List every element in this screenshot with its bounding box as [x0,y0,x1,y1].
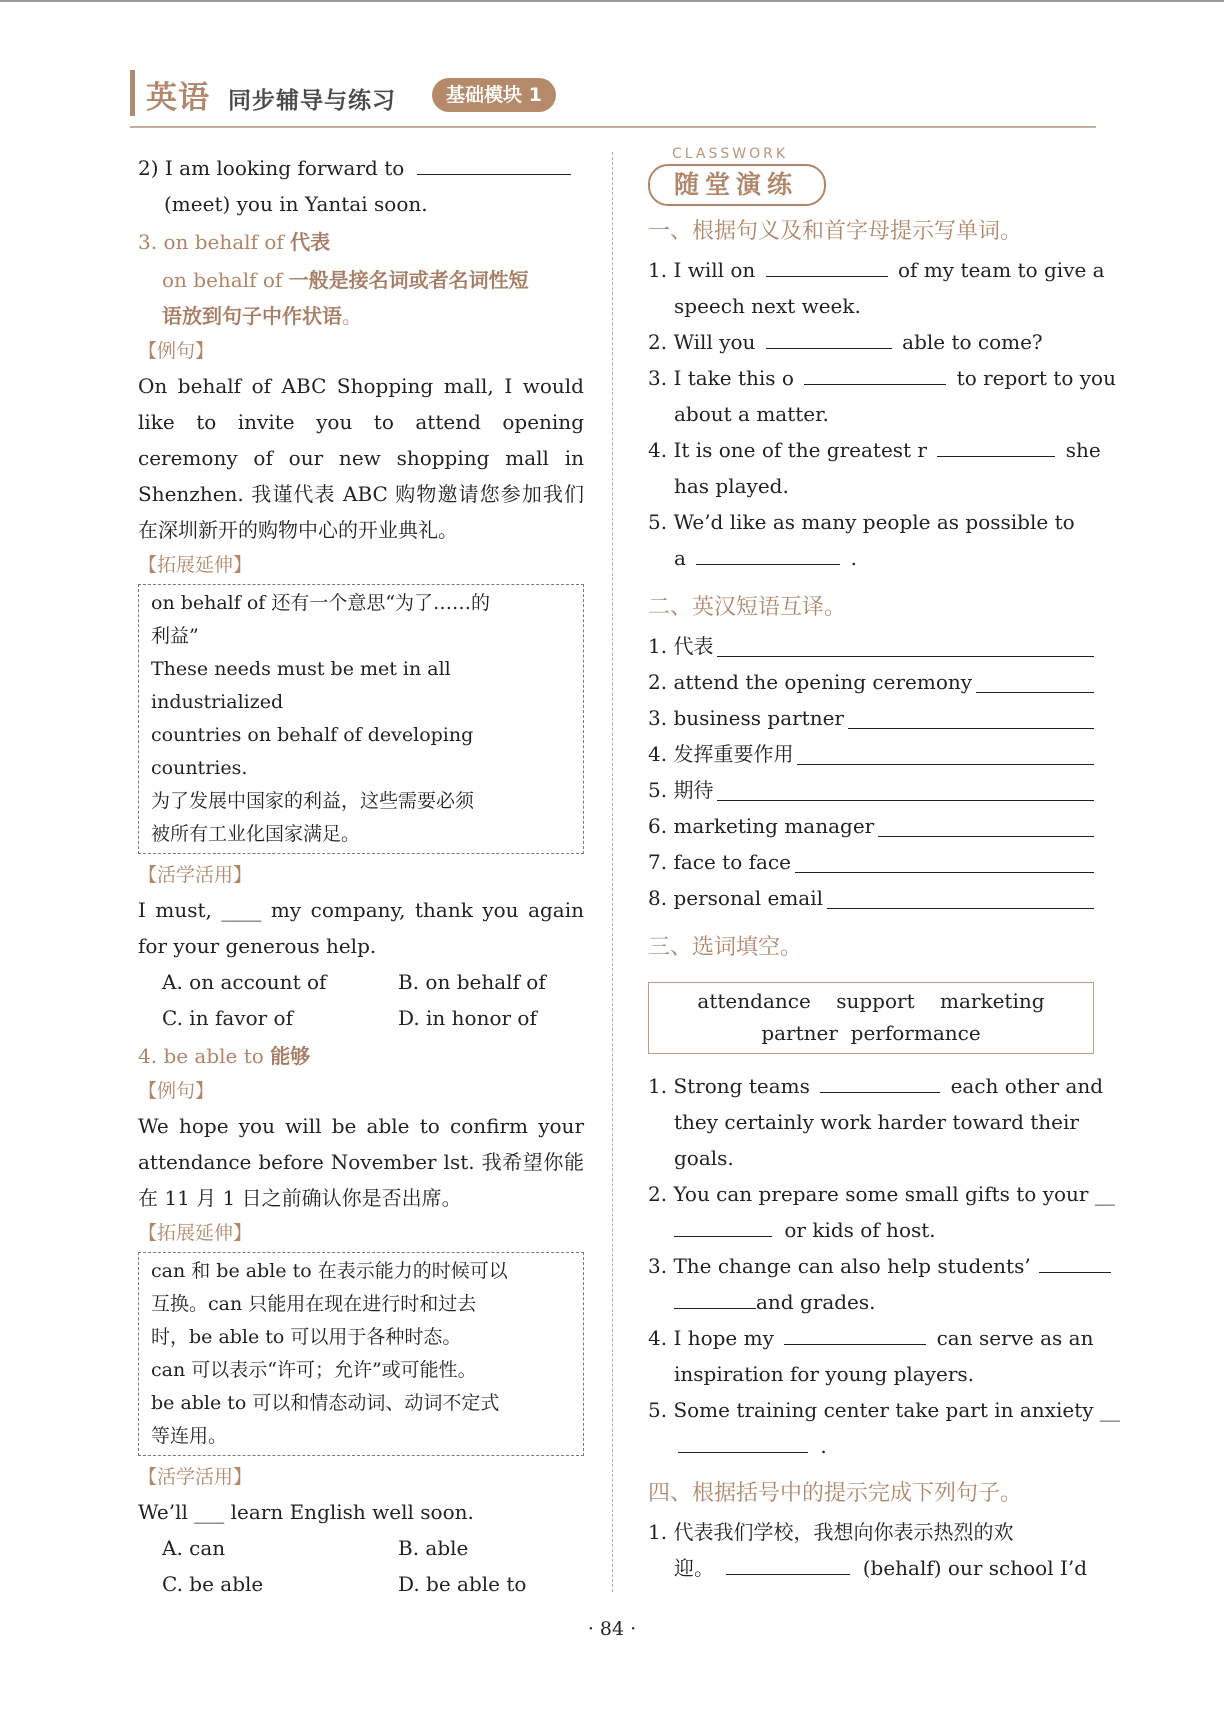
text-line [138,150,584,186]
question-line [648,1212,1094,1248]
header-badge: 基础模块 1 [432,78,556,112]
question-line [648,252,1105,288]
word-bank-line: partner performance [761,1021,981,1045]
answer-blank[interactable] [797,744,1094,765]
question-line: inspiration for young players. [674,1362,974,1386]
phrase: 2. attend the opening ceremony [648,670,973,694]
translation-row [648,664,1094,700]
header-title: 英语 [146,80,210,116]
word-bank-line: attendance support marketing [697,989,1045,1013]
extend-label: 【拓展延伸】 [138,554,253,576]
question-text: 2. Will you [648,330,756,354]
question-line [648,324,1094,360]
question-text: she [1065,438,1101,462]
phrase: 8. personal email [648,886,824,910]
box-line: be able to 可以和情态动词、动词不定式 [151,1392,500,1414]
classwork-badge [648,146,1094,212]
question-line: goals. [674,1146,734,1170]
option-c[interactable]: C. in favor of [162,1006,293,1030]
sentence-start: 2) I am looking forward to [138,156,405,180]
answer-blank[interactable] [827,888,1094,909]
box-line: 等连用。 [151,1425,228,1447]
answer-blank[interactable] [674,1216,772,1237]
question-text: 4. I hope my [648,1326,774,1350]
phrase: 7. face to face [648,850,791,874]
practice-label: 【活学活用】 [138,864,253,886]
header-rule [130,126,1096,128]
box-line: can 可以表示“许可；允许”或可能性。 [151,1359,477,1381]
answer-blank[interactable] [804,364,946,385]
question-line: speech next week. [674,294,861,318]
note-en: on behalf of [162,268,289,292]
practice-question: I must, ____ my company, thank you again for your generous help. [138,898,584,958]
translation-row [648,808,1094,844]
box-line: on behalf of 还有一个意思“为了……的 [151,592,491,614]
option-row [138,964,584,1000]
page-number: · 84 · [587,1618,637,1640]
extend-label: 【拓展延伸】 [138,1222,253,1244]
box-line: countries on behalf of developing countries. [151,724,474,779]
heading-en: 4. be able to [138,1044,271,1068]
question-text: 3. I take this o [648,366,794,390]
question-text: . [820,1434,827,1458]
note-zh: 语放到句子中作状语 [162,304,342,328]
question-text: of my team to give a [898,258,1105,282]
translation-row [648,736,1094,772]
header-accent-bar [130,70,135,116]
question-line: 1. 代表我们学校，我想向你表示热烈的欢 [648,1520,1014,1544]
question-line [648,1320,1094,1356]
option-a[interactable]: A. can [162,1536,226,1560]
example-sentence: We hope you will be able to confirm your attendance before November lst. 我希望你能在 11 月 1 日之前确认你是否出席。 [138,1114,584,1210]
option-row [138,1566,584,1602]
item-heading [138,1038,584,1074]
question-text: and grades. [756,1290,876,1314]
answer-blank[interactable] [766,256,888,277]
practice-question: We’ll ___ learn English well soon. [138,1500,474,1524]
note-zh: 一般是接名词或者名词性短 [288,268,529,292]
answer-blank[interactable] [717,780,1094,801]
answer-blank[interactable] [937,436,1055,457]
option-c[interactable]: C. be able [162,1572,264,1596]
question-line [648,1428,1094,1464]
question-line [648,1068,1104,1104]
top-border [0,0,1224,2]
option-b[interactable]: B. on behalf of [398,970,546,994]
question-line: 5. We’d like as many people as possible to [648,510,1075,534]
translation-row [648,628,1094,664]
question-line [648,540,1094,576]
option-d[interactable]: D. be able to [398,1572,527,1596]
heading-zh: 能够 [270,1044,311,1068]
answer-blank[interactable] [820,1072,940,1093]
question-line: they certainly work harder toward their [674,1110,1079,1134]
example-sentence: On behalf of ABC Shopping mall, I would like to invite you to attend opening ceremony of our new shopping mall in Shenzhen. 我谨代表 ABC 购物邀请您参加我们在深圳新开的购物中心的开业典礼。 [138,374,584,542]
option-row [138,1000,584,1036]
answer-blank[interactable] [878,816,1094,837]
box-line: 利益” [151,625,199,647]
left-column [138,150,584,1602]
heading-zh: 代表 [290,230,331,254]
extension-box [138,1252,584,1456]
classwork-label-zh: 随堂演练 [648,164,826,206]
translation-row [648,844,1094,880]
classwork-label-en: CLASSWORK [672,146,789,162]
heading-en: 3. on behalf of [138,230,291,254]
translation-row [648,700,1094,736]
answer-blank[interactable] [678,1432,808,1453]
question-text: a [674,546,686,570]
box-line: 为了发展中国家的利益，这些需要必须 [151,790,475,812]
box-line: can 和 be able to 在表示能力的时候可以 [151,1260,508,1282]
question-line [648,1550,1094,1586]
question-line [648,360,1116,396]
box-line: These needs must be met in all industrialized [151,658,451,713]
page-header [130,70,1096,130]
question-line: 5. Some training center take part in anxiety __ [648,1398,1120,1422]
question-text: 3. The change can also help students’ [648,1254,1031,1278]
question-line [648,1284,1094,1320]
note-zh-end: 。 [342,304,362,328]
item-heading [138,224,584,260]
answer-blank[interactable] [784,1324,926,1345]
question-text: 1. Strong teams [648,1074,810,1098]
answer-blank[interactable] [674,1288,756,1309]
text-line: (meet) you in Yantai soon. [164,192,428,216]
phrase: 4. 发挥重要作用 [648,742,794,766]
option-row [138,1530,584,1566]
question-text: 迎。 [674,1556,714,1580]
question-text: each other and [950,1074,1104,1098]
answer-blank[interactable] [766,328,892,349]
question-line: 2. You can prepare some small gifts to your __ [648,1182,1115,1206]
answer-blank[interactable] [795,852,1094,873]
box-line: 时，be able to 可以用于各种时态。 [151,1326,462,1348]
section-title: 一、根据句义及和首字母提示写单词。 [648,219,1023,244]
section-title: 二、英汉短语互译。 [648,595,847,620]
phrase: 1. 代表 [648,634,714,658]
example-label: 【例句】 [138,340,215,362]
box-line: 被所有工业化国家满足。 [151,823,361,845]
example-label: 【例句】 [138,1080,215,1102]
extension-box [138,584,584,854]
practice-label: 【活学活用】 [138,1466,253,1488]
question-text: to report to you [956,366,1116,390]
phrase: 6. marketing manager [648,814,875,838]
usage-note [138,260,584,334]
answer-blank[interactable] [848,708,1094,729]
question-text: able to come? [902,330,1043,354]
question-text: 4. It is one of the greatest r [648,438,927,462]
right-column [648,146,1120,1586]
header-subtitle: 同步辅导与练习 [228,88,396,114]
translation-row [648,772,1094,808]
question-line: has played. [674,474,789,498]
option-d[interactable]: D. in honor of [398,1006,537,1030]
word-bank [648,982,1094,1054]
question-text: (behalf) our school I’d [862,1556,1088,1580]
translation-row [648,880,1094,916]
phrase: 3. business partner [648,706,844,730]
question-line [648,1248,1094,1284]
section-title: 三、选词填空。 [648,935,803,960]
question-line: about a matter. [674,402,829,426]
phrase: 5. 期待 [648,778,714,802]
question-text: 1. I will on [648,258,756,282]
section-title: 四、根据括号中的提示完成下列句子。 [648,1481,1023,1506]
option-a[interactable]: A. on account of [162,970,327,994]
answer-blank[interactable] [726,1554,850,1575]
question-text: or kids of host. [784,1218,936,1242]
answer-blank[interactable] [696,544,840,565]
column-divider [612,152,613,1592]
option-b[interactable]: B. able [398,1536,469,1560]
question-line [648,432,1101,468]
answer-blank[interactable] [1039,1252,1111,1273]
answer-blank[interactable] [417,154,571,175]
question-text: . [850,546,858,570]
answer-blank[interactable] [717,636,1094,657]
question-text: can serve as an [936,1326,1094,1350]
answer-blank[interactable] [976,672,1094,693]
box-line: 互换。can 只能用在现在进行时和过去 [151,1293,477,1315]
